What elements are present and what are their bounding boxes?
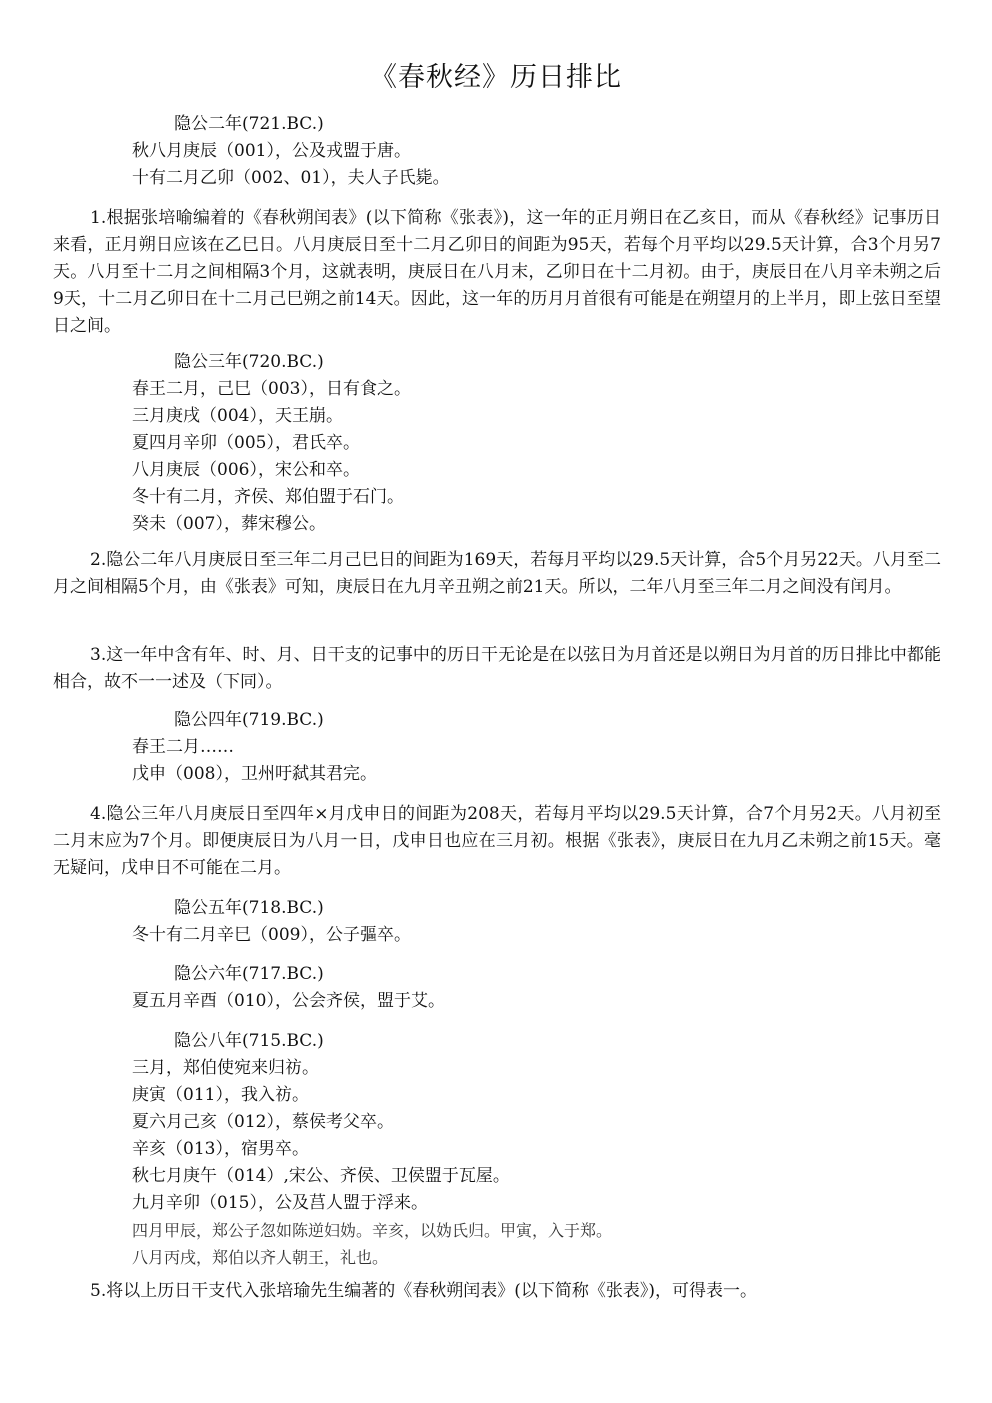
record-entry: 八月庚辰（006），宋公和卒。 bbox=[132, 460, 360, 480]
record-entry: 冬十有二月，齐侯、郑伯盟于石门。 bbox=[132, 487, 404, 507]
record-entry: 夏六月己亥（012），蔡侯考父卒。 bbox=[132, 1112, 394, 1132]
year-heading: 隐公二年(721.BC.) bbox=[174, 114, 324, 134]
record-entry: 秋八月庚辰（001），公及戎盟于唐。 bbox=[132, 141, 411, 161]
year-section bbox=[0, 895, 992, 949]
commentary-paragraph: 1.根据张培喻编着的《春秋朔闰表》(以下简称《张表》)，这一年的正月朔日在乙亥日，而从《春秋经》记事历日来看，正月朔日应该在乙巳日。八月庚辰日至十二月乙卯日的间距为95天，若每个月平均以29.5天计算，合3个月另7天。八月至十二月之间相隔3个月，这就表明，庚辰日在八月末，乙卯日在十二月初。由于，庚辰日在八月辛未朔之后9天，十二月乙卯日在十二月己巳朔之前14天。因此，这一年的历月月首很有可能是在朔望月的上半月，即上弦日至望日之间。 bbox=[53, 208, 941, 336]
record-entry: 四月甲辰，郑公子忽如陈逆妇妫。辛亥，以妫氏归。甲寅，入于郑。 bbox=[132, 1221, 613, 1240]
year-heading: 隐公四年(719.BC.) bbox=[174, 710, 324, 730]
year-section bbox=[0, 1028, 992, 1271]
record-entry: 十有二月乙卯（002、01），夫人子氏毙。 bbox=[132, 168, 450, 188]
record-entry: 辛亥（013），宿男卒。 bbox=[132, 1139, 309, 1159]
commentary-paragraph: 5.将以上历日干支代入张培瑜先生编著的《春秋朔闰表》(以下简称《张表》)，可得表一。 bbox=[90, 1281, 757, 1301]
record-entry: 秋七月庚午（014）,宋公、齐侯、卫侯盟于瓦屋。 bbox=[132, 1166, 510, 1186]
record-entry: 夏四月辛卯（005），君氏卒。 bbox=[132, 433, 360, 453]
record-entry: 癸未（007），葬宋穆公。 bbox=[132, 514, 326, 534]
year-section bbox=[0, 961, 992, 1015]
record-entry: 八月丙戌，郑伯以齐人朝王，礼也。 bbox=[132, 1248, 389, 1267]
record-entry: 三月庚戌（004），天王崩。 bbox=[132, 406, 343, 426]
record-entry: 夏五月辛酉（010），公会齐侯，盟于艾。 bbox=[132, 991, 445, 1011]
year-section bbox=[0, 707, 992, 788]
record-entry: 春王二月…… bbox=[132, 737, 234, 757]
record-entry: 九月辛卯（015），公及莒人盟于浮来。 bbox=[132, 1193, 428, 1213]
record-entry: 戊申（008），卫州吁弑其君完。 bbox=[132, 764, 377, 784]
record-entry: 庚寅（011），我入祊。 bbox=[132, 1085, 309, 1105]
year-heading: 隐公六年(717.BC.) bbox=[174, 964, 324, 984]
commentary-paragraph: 3.这一年中含有年、时、月、日干支的记事中的历日干无论是在以弦日为月首还是以朔日为月首的历日排比中都能相合，故不一一述及（下同）。 bbox=[53, 645, 941, 692]
record-entry: 春王二月，己巳（003），日有食之。 bbox=[132, 379, 411, 399]
commentary-paragraph: 4.隐公三年八月庚辰日至四年×月戊申日的间距为208天，若每月平均以29.5天计算，合7个月另2天。八月初至二月末应为7个月。即便庚辰日为八月一日，戊申日也应在三月初。根据《张表》，庚辰日在九月乙未朔之前15天。毫无疑问，戊申日不可能在二月。 bbox=[53, 804, 941, 878]
commentary-paragraph: 2.隐公二年八月庚辰日至三年二月己巳日的间距为169天，若每月平均以29.5天计算，合5个月另22天。八月至二月之间相隔5个月，由《张表》可知，庚辰日在九月辛丑朔之前21天。所以，二年八月至三年二月之间没有闰月。 bbox=[53, 550, 941, 597]
record-entry: 三月，郑伯使宛来归祊。 bbox=[132, 1058, 319, 1078]
year-heading: 隐公八年(715.BC.) bbox=[174, 1031, 324, 1051]
year-heading: 隐公五年(718.BC.) bbox=[174, 898, 324, 918]
record-entry: 冬十有二月辛巳（009），公子彄卒。 bbox=[132, 925, 411, 945]
year-section bbox=[0, 349, 992, 538]
year-heading: 隐公三年(720.BC.) bbox=[174, 352, 324, 372]
document-title: 《春秋经》历日排比 bbox=[370, 62, 622, 93]
year-section bbox=[0, 111, 992, 192]
